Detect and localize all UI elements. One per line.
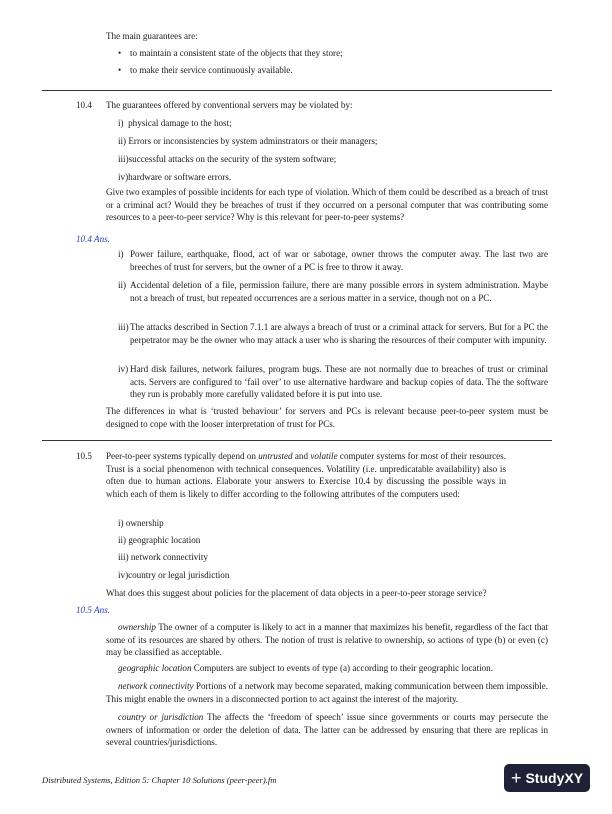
question-number: 10.4 xyxy=(76,100,92,110)
answer-label: 10.4 Ans. xyxy=(76,234,110,244)
answer-item: ii) Accidental deletion of a file, permission failure, there are many possible errors in system administration. Maybe not a breach of trust, but repeated occurrences are a serious matter in a service, though not on a PC. xyxy=(118,280,548,303)
question-number: 10.5 xyxy=(76,451,92,461)
studyxy-logo xyxy=(504,764,590,792)
bullet-icon: • xyxy=(118,65,122,75)
plus-icon: + xyxy=(510,768,522,788)
question-lead: Peer-to-peer systems typically depend on untrusted and volatile computer systems for most of their resources. Trust is a social phenomenon with technical consequences. Volatility (i.e. unpredicatable availability) also is often due to human actions. Elaborate your answers to Exercise 10.4 by discussing the possible ways in which each of them is likely to differ according to the following attributes of the computers used: xyxy=(106,451,506,499)
list-item: i) ownership xyxy=(118,518,164,528)
list-item: iii) network connectivity xyxy=(118,552,208,562)
answer-closing: The differences in what is ‘trusted behaviour’ for servers and PCs is relevant because peer-to-peer system must be designed to cope with the looser interpretation of trust for PCs. xyxy=(106,406,548,429)
list-item: iv)country or legal jurisdiction xyxy=(118,570,230,580)
section-divider xyxy=(42,90,552,91)
answer-paragraph: country or jurisdiction The affects the ‘freedom of speech’ issue since governments or courts may persecute the owners of information or order the deletion of data. The latter can be addressed by ensuring that there are replicas in several countries/jurisdictions. xyxy=(106,712,548,747)
list-item: ii) geographic location xyxy=(118,535,201,545)
intro-bullet: • to maintain a consistent state of the objects that they store; xyxy=(118,48,343,58)
answer-paragraph: ownership The owner of a computer is likely to act in a manner that maximizes his benefit, regardless of the fact that some of its resources are shared by others. The notion of trust is relative to ownership, so actions of type (b) or even (c) may be classified as acceptable. xyxy=(106,622,548,657)
list-item: i) physical damage to the host; xyxy=(118,118,232,128)
list-item: iii)successful attacks on the security of the system software; xyxy=(118,154,337,164)
question-text: Give two examples of possible incidents for each type of violation. Which of them could be described as a breach of trust or a criminal act? Would they be breaches of trust if they occurred on a personal computer that was contributing some resources to a peer-to-peer service? Why is this relevant for peer-to-peer systems? xyxy=(106,187,548,222)
answer-item: i) Power failure, earthquake, flood, act of war or sabotage, owner throws the computer away. The last two are breeches of trust for servers, but the owner of a PC is free to throw it away. xyxy=(118,249,548,272)
section-divider xyxy=(42,440,552,441)
question-text: What does this suggest about policies for the placement of data objects in a peer-to-peer storage service? xyxy=(106,588,487,598)
answer-item: iv) Hard disk failures, network failures, program bugs. These are not normally due to breaches of trust or criminal acts. Servers are configured to ‘fail over’ to use alternative hardware and backup copies of data. The the software they run is probably more carefully validated before it is put into use. xyxy=(118,364,548,399)
answer-item: iii) The attacks described in Section 7.1.1 are always a breach of trust or a criminal attack for servers. But for a PC the perpetrator may be the owner who may attack a user who is sharing the resources of their computer with impunity. xyxy=(118,322,548,345)
list-item: ii) Errors or inconsistencies by system adminstrators or their managers; xyxy=(118,136,378,146)
bullet-icon: • xyxy=(118,48,122,58)
list-item: iv)hardware or software errors. xyxy=(118,172,232,182)
answer-paragraph: network connectivity Portions of a network may become separated, making communication between them impossible. This might enable the owners in a disconnected portion to act against the interest of the majority. xyxy=(106,681,548,704)
intro-heading: The main guarantees are: xyxy=(106,31,198,41)
intro-bullet: • to make their service continuously available. xyxy=(118,65,293,75)
brand-name: StudyXY xyxy=(525,769,584,786)
page-footer: Distributed Systems, Edition 5: Chapter 10 Solutions (peer-peer).fm xyxy=(42,775,277,785)
question-lead: The guarantees offered by conventional servers may be violated by: xyxy=(106,100,353,110)
answer-label: 10.5 Ans. xyxy=(76,605,110,615)
answer-paragraph: geographic location Computers are subject to events of type (a) according to their geographic location. xyxy=(118,663,494,673)
